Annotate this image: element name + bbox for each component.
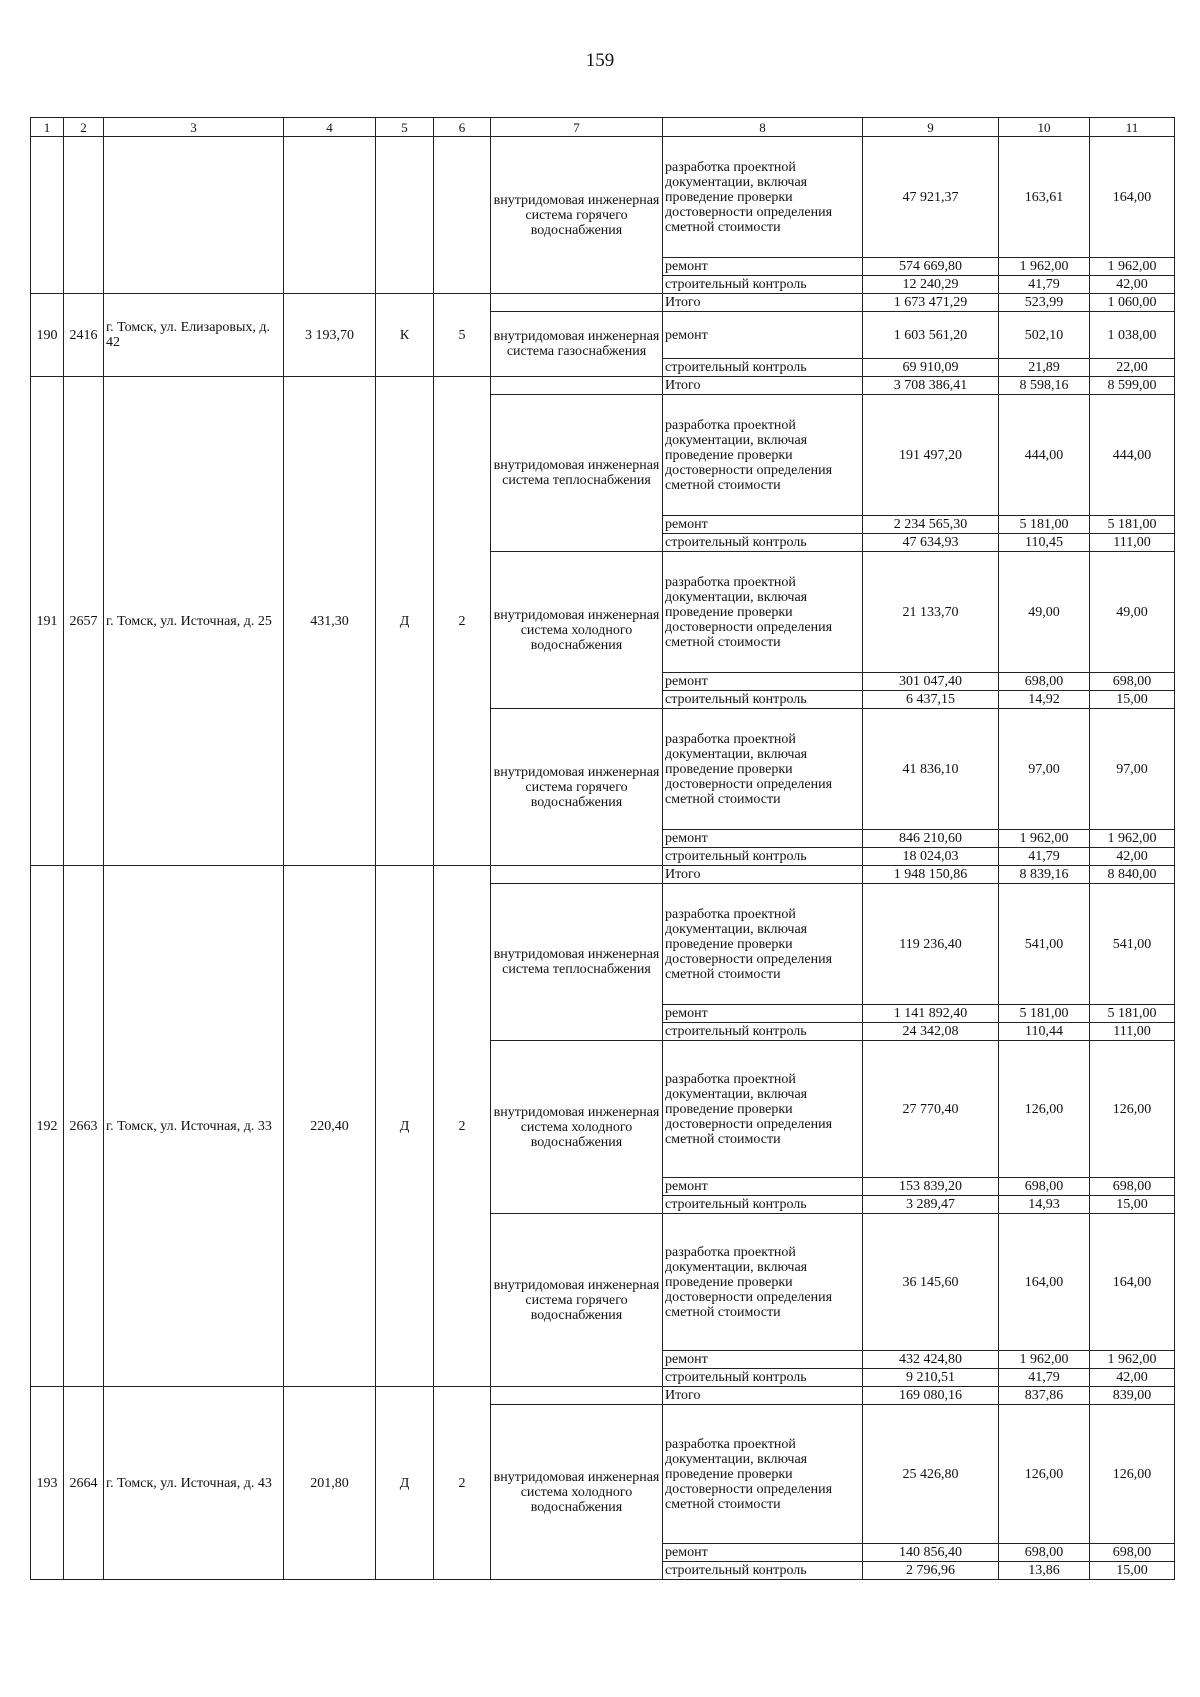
limit-cost-value: 42,00	[1090, 276, 1175, 294]
unit-cost-value: 837,86	[999, 1387, 1090, 1405]
cost-value: 1 141 892,40	[863, 1005, 999, 1023]
house-id-cell: 2657	[64, 377, 104, 866]
work-type: ремонт	[663, 516, 863, 534]
unit-cost-value: 163,61	[999, 137, 1090, 258]
unit-cost-value: 41,79	[999, 848, 1090, 866]
area-cell: 3 193,70	[284, 294, 376, 377]
unit-cost-value: 41,79	[999, 1369, 1090, 1387]
work-type: Итого	[663, 377, 863, 395]
system-name: внутридомовая инженерная система холодного водоснабжения	[491, 1405, 663, 1580]
work-type: строительный контроль	[663, 534, 863, 552]
unit-cost-value: 698,00	[999, 1544, 1090, 1562]
work-type: разработка проектной документации, включая проведение проверки достоверности определения сметной стоимости	[663, 709, 863, 830]
column-number: 8	[663, 118, 863, 137]
limit-cost-value: 164,00	[1090, 137, 1175, 258]
system-name: внутридомовая инженерная система горячего водоснабжения	[491, 1214, 663, 1387]
work-type: ремонт	[663, 673, 863, 691]
limit-cost-value: 698,00	[1090, 1178, 1175, 1196]
unit-cost-value: 126,00	[999, 1405, 1090, 1544]
work-type: ремонт	[663, 1544, 863, 1562]
work-type: строительный контроль	[663, 848, 863, 866]
work-type: ремонт	[663, 312, 863, 359]
address-cell: г. Томск, ул. Источная, д. 33	[104, 866, 284, 1387]
limit-cost-value: 15,00	[1090, 1196, 1175, 1214]
work-type: Итого	[663, 1387, 863, 1405]
limit-cost-value: 5 181,00	[1090, 516, 1175, 534]
cost-value: 1 603 561,20	[863, 312, 999, 359]
cost-value: 18 024,03	[863, 848, 999, 866]
column-number: 6	[434, 118, 491, 137]
column-number: 5	[376, 118, 434, 137]
limit-cost-value: 42,00	[1090, 848, 1175, 866]
work-type: строительный контроль	[663, 1023, 863, 1041]
cost-value: 140 856,40	[863, 1544, 999, 1562]
limit-cost-value: 164,00	[1090, 1214, 1175, 1351]
system-name: внутридомовая инженерная система холодного водоснабжения	[491, 1041, 663, 1214]
system-blank	[491, 377, 663, 395]
cost-value: 574 669,80	[863, 258, 999, 276]
system-name: внутридомовая инженерная система горячего водоснабжения	[491, 137, 663, 294]
work-type: ремонт	[663, 830, 863, 848]
address-cell: г. Томск, ул. Источная, д. 43	[104, 1387, 284, 1580]
work-type: строительный контроль	[663, 1196, 863, 1214]
capital-repair-table	[30, 117, 1175, 1580]
limit-cost-value: 15,00	[1090, 1562, 1175, 1580]
table-row	[31, 1387, 1175, 1405]
unit-cost-value: 97,00	[999, 709, 1090, 830]
cost-value: 3 708 386,41	[863, 377, 999, 395]
house-id-cell	[64, 137, 104, 294]
system-blank	[491, 294, 663, 312]
limit-cost-value: 126,00	[1090, 1405, 1175, 1544]
cost-value: 21 133,70	[863, 552, 999, 673]
cost-value: 1 948 150,86	[863, 866, 999, 884]
table-row	[31, 377, 1175, 395]
address-cell	[104, 137, 284, 294]
cost-value: 1 673 471,29	[863, 294, 999, 312]
limit-cost-value: 8 599,00	[1090, 377, 1175, 395]
work-type: строительный контроль	[663, 359, 863, 377]
address-cell: г. Томск, ул. Елизаровых, д. 42	[104, 294, 284, 377]
category-cell: К	[376, 294, 434, 377]
system-blank	[491, 866, 663, 884]
unit-cost-value: 698,00	[999, 673, 1090, 691]
work-type: строительный контроль	[663, 1369, 863, 1387]
cost-value: 432 424,80	[863, 1351, 999, 1369]
cost-value: 9 210,51	[863, 1369, 999, 1387]
unit-cost-value: 1 962,00	[999, 258, 1090, 276]
unit-cost-value: 5 181,00	[999, 516, 1090, 534]
house-id-cell: 2663	[64, 866, 104, 1387]
house-id-cell: 2416	[64, 294, 104, 377]
unit-cost-value: 21,89	[999, 359, 1090, 377]
cost-value: 169 080,16	[863, 1387, 999, 1405]
unit-cost-value: 523,99	[999, 294, 1090, 312]
category-cell: Д	[376, 1387, 434, 1580]
cost-value: 301 047,40	[863, 673, 999, 691]
column-number: 2	[64, 118, 104, 137]
column-number-row	[31, 118, 1175, 137]
house-number-cell: 190	[31, 294, 64, 377]
cost-value: 119 236,40	[863, 884, 999, 1005]
cost-value: 6 437,15	[863, 691, 999, 709]
house-id-cell: 2664	[64, 1387, 104, 1580]
unit-cost-value: 8 598,16	[999, 377, 1090, 395]
work-type: ремонт	[663, 258, 863, 276]
unit-cost-value: 502,10	[999, 312, 1090, 359]
page-number: 159	[585, 50, 615, 71]
unit-cost-value: 14,93	[999, 1196, 1090, 1214]
unit-cost-value: 1 962,00	[999, 830, 1090, 848]
house-number-cell: 192	[31, 866, 64, 1387]
cost-value: 2 796,96	[863, 1562, 999, 1580]
unit-cost-value: 164,00	[999, 1214, 1090, 1351]
work-type: разработка проектной документации, включая проведение проверки достоверности определения сметной стоимости	[663, 1041, 863, 1178]
cost-value: 27 770,40	[863, 1041, 999, 1178]
limit-cost-value: 698,00	[1090, 1544, 1175, 1562]
limit-cost-value: 1 962,00	[1090, 1351, 1175, 1369]
column-number: 9	[863, 118, 999, 137]
unit-cost-value: 14,92	[999, 691, 1090, 709]
column-number: 7	[491, 118, 663, 137]
cost-value: 153 839,20	[863, 1178, 999, 1196]
unit-cost-value: 1 962,00	[999, 1351, 1090, 1369]
unit-cost-value: 5 181,00	[999, 1005, 1090, 1023]
unit-cost-value: 8 839,16	[999, 866, 1090, 884]
work-type: разработка проектной документации, включая проведение проверки достоверности определения сметной стоимости	[663, 552, 863, 673]
table-row	[31, 294, 1175, 312]
limit-cost-value: 97,00	[1090, 709, 1175, 830]
limit-cost-value: 5 181,00	[1090, 1005, 1175, 1023]
unit-cost-value: 49,00	[999, 552, 1090, 673]
floors-cell: 5	[434, 294, 491, 377]
table-row	[31, 866, 1175, 884]
work-type: разработка проектной документации, включая проведение проверки достоверности определения сметной стоимости	[663, 1405, 863, 1544]
limit-cost-value: 1 962,00	[1090, 830, 1175, 848]
work-type: разработка проектной документации, включая проведение проверки достоверности определения сметной стоимости	[663, 1214, 863, 1351]
work-type: разработка проектной документации, включая проведение проверки достоверности определения сметной стоимости	[663, 137, 863, 258]
unit-cost-value: 110,45	[999, 534, 1090, 552]
unit-cost-value: 41,79	[999, 276, 1090, 294]
limit-cost-value: 15,00	[1090, 691, 1175, 709]
limit-cost-value: 1 962,00	[1090, 258, 1175, 276]
system-name: внутридомовая инженерная система теплоснабжения	[491, 395, 663, 552]
limit-cost-value: 22,00	[1090, 359, 1175, 377]
house-number-cell: 193	[31, 1387, 64, 1580]
cost-value: 24 342,08	[863, 1023, 999, 1041]
work-type: разработка проектной документации, включая проведение проверки достоверности определения сметной стоимости	[663, 395, 863, 516]
category-cell: Д	[376, 866, 434, 1387]
table-row	[31, 137, 1175, 258]
limit-cost-value: 126,00	[1090, 1041, 1175, 1178]
system-blank	[491, 1387, 663, 1405]
work-type: Итого	[663, 866, 863, 884]
limit-cost-value: 49,00	[1090, 552, 1175, 673]
cost-value: 191 497,20	[863, 395, 999, 516]
work-type: ремонт	[663, 1178, 863, 1196]
area-cell: 431,30	[284, 377, 376, 866]
house-number-cell: 191	[31, 377, 64, 866]
floors-cell: 2	[434, 1387, 491, 1580]
system-name: внутридомовая инженерная система газоснабжения	[491, 312, 663, 377]
work-type: разработка проектной документации, включая проведение проверки достоверности определения сметной стоимости	[663, 884, 863, 1005]
unit-cost-value: 126,00	[999, 1041, 1090, 1178]
cost-value: 36 145,60	[863, 1214, 999, 1351]
area-cell	[284, 137, 376, 294]
unit-cost-value: 444,00	[999, 395, 1090, 516]
area-cell: 201,80	[284, 1387, 376, 1580]
work-type: ремонт	[663, 1351, 863, 1369]
limit-cost-value: 839,00	[1090, 1387, 1175, 1405]
cost-value: 846 210,60	[863, 830, 999, 848]
cost-value: 2 234 565,30	[863, 516, 999, 534]
category-cell	[376, 137, 434, 294]
work-type: Итого	[663, 294, 863, 312]
limit-cost-value: 111,00	[1090, 534, 1175, 552]
cost-value: 69 910,09	[863, 359, 999, 377]
cost-value: 3 289,47	[863, 1196, 999, 1214]
cost-value: 47 634,93	[863, 534, 999, 552]
work-type: строительный контроль	[663, 1562, 863, 1580]
floors-cell	[434, 137, 491, 294]
limit-cost-value: 42,00	[1090, 1369, 1175, 1387]
column-number: 11	[1090, 118, 1175, 137]
work-type: ремонт	[663, 1005, 863, 1023]
system-name: внутридомовая инженерная система теплоснабжения	[491, 884, 663, 1041]
cost-value: 41 836,10	[863, 709, 999, 830]
limit-cost-value: 1 038,00	[1090, 312, 1175, 359]
work-type: строительный контроль	[663, 276, 863, 294]
floors-cell: 2	[434, 866, 491, 1387]
column-number: 4	[284, 118, 376, 137]
limit-cost-value: 444,00	[1090, 395, 1175, 516]
area-cell: 220,40	[284, 866, 376, 1387]
cost-value: 47 921,37	[863, 137, 999, 258]
system-name: внутридомовая инженерная система холодного водоснабжения	[491, 552, 663, 709]
system-name: внутридомовая инженерная система горячего водоснабжения	[491, 709, 663, 866]
unit-cost-value: 13,86	[999, 1562, 1090, 1580]
column-number: 10	[999, 118, 1090, 137]
limit-cost-value: 111,00	[1090, 1023, 1175, 1041]
address-cell: г. Томск, ул. Источная, д. 25	[104, 377, 284, 866]
cost-value: 12 240,29	[863, 276, 999, 294]
cost-value: 25 426,80	[863, 1405, 999, 1544]
house-number-cell	[31, 137, 64, 294]
limit-cost-value: 698,00	[1090, 673, 1175, 691]
work-type: строительный контроль	[663, 691, 863, 709]
limit-cost-value: 8 840,00	[1090, 866, 1175, 884]
floors-cell: 2	[434, 377, 491, 866]
limit-cost-value: 1 060,00	[1090, 294, 1175, 312]
unit-cost-value: 110,44	[999, 1023, 1090, 1041]
unit-cost-value: 698,00	[999, 1178, 1090, 1196]
unit-cost-value: 541,00	[999, 884, 1090, 1005]
column-number: 3	[104, 118, 284, 137]
limit-cost-value: 541,00	[1090, 884, 1175, 1005]
column-number: 1	[31, 118, 64, 137]
category-cell: Д	[376, 377, 434, 866]
